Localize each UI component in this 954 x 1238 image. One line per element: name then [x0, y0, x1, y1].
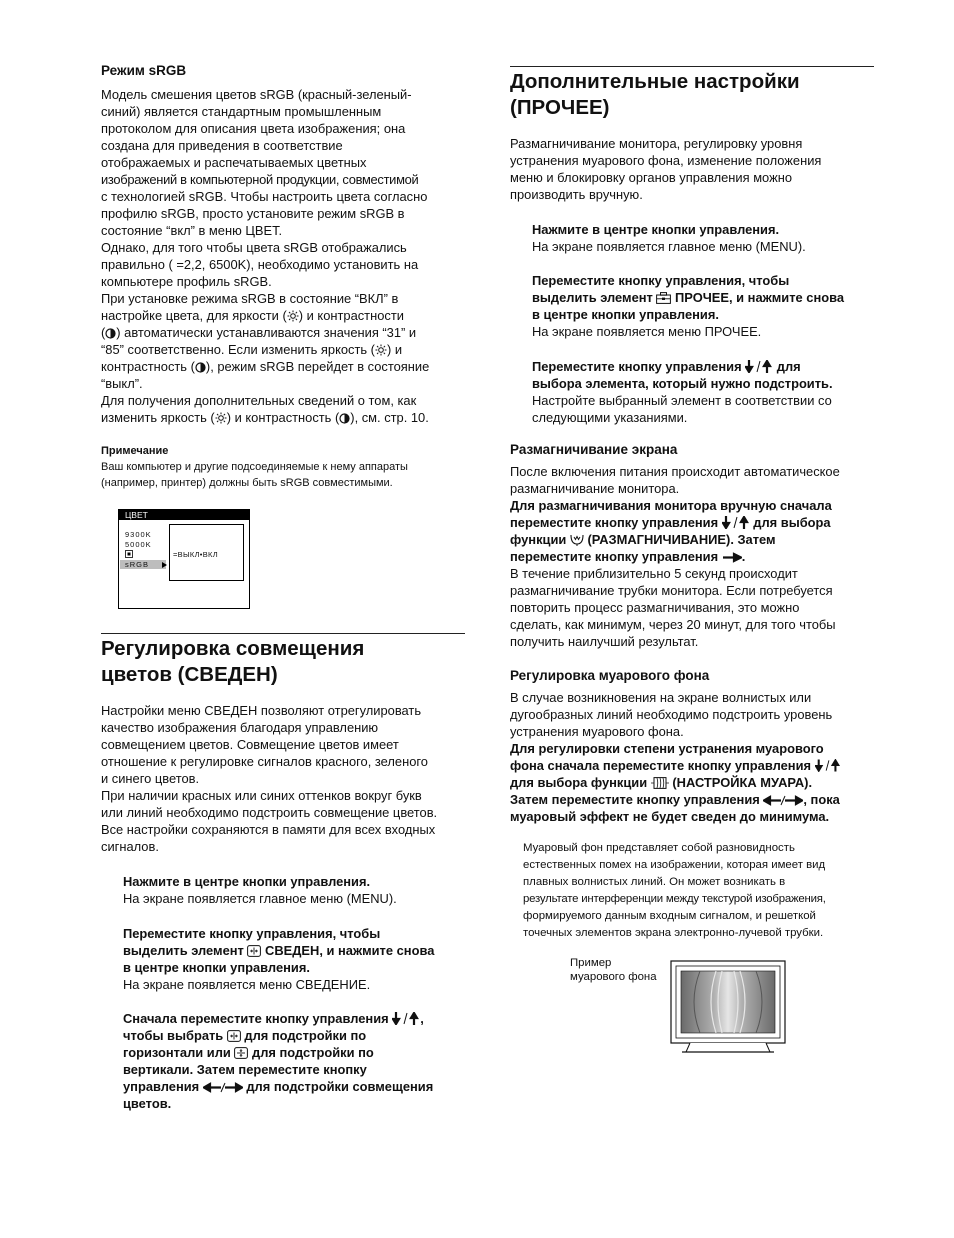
text-line: В случае возникновения на экране волнистых или [510, 690, 812, 705]
text-fragment: ), см. стр. 10. [350, 410, 429, 425]
step-instruction: Сначала переместите кнопку управления , [123, 1011, 424, 1026]
brightness-icon [215, 412, 227, 424]
text-line: устранения муарового фона. [510, 724, 684, 739]
step-instruction: Нажмите в центре кнопки управления. [532, 222, 780, 237]
text-fragment: настройке цвета, для яркости ( [101, 308, 287, 323]
arrow-left-right-icon [203, 1082, 243, 1093]
triangle-right-icon [162, 562, 167, 568]
contrast-icon [195, 362, 206, 373]
text-fragment: . [741, 549, 746, 564]
text-line [101, 341, 473, 358]
step-result: На экране появляется меню СВЕДЕНИЕ. [123, 977, 371, 992]
brightness-icon [375, 344, 387, 356]
text-line: с технологией sRGB. Чтобы настроить цвета согласно [101, 189, 428, 204]
moire-heading: Регулировка муарового фона [510, 668, 710, 683]
text-line: меню и блокировку органов управления можно [510, 170, 792, 185]
option-step-3 [510, 358, 878, 426]
text-line: При установке режима sRGB в состояние “ВКЛ” в [101, 291, 399, 306]
step-instruction [532, 289, 878, 306]
contrast-icon [339, 413, 350, 424]
menu-item-srgb: sRGB [125, 560, 150, 569]
text-line: изображений в компьютерной продукции, совместимой [101, 172, 419, 187]
text-line [510, 757, 878, 774]
text-line: формируемого данным входным сигналом, и решеткой [523, 910, 816, 922]
convergence-step-2 [101, 925, 475, 993]
text-fragment: Переместите кнопку управления [532, 359, 742, 374]
moire-icon [651, 777, 669, 789]
option-step-1 [510, 221, 878, 255]
srgb-body [101, 86, 473, 426]
text-fragment: управления [123, 1079, 200, 1094]
step-result: На экране появляется меню ПРОЧЕЕ. [532, 324, 762, 339]
monitor-icon [670, 960, 786, 1060]
moire-body [510, 689, 878, 825]
submenu-options: =ВЫКЛ•ВКЛ [173, 550, 218, 559]
color-menu-illustration [118, 509, 250, 609]
text-fragment: ), режим sRGB перейдет в состояние [205, 359, 430, 374]
text-fragment: переместите кнопку управления [510, 515, 719, 530]
text-line: состояние “вкл” в меню ЦВЕТ. [101, 223, 283, 238]
step-instruction [123, 942, 475, 959]
text-line: Ваш компьютер и другие подсоединяемые к нему аппараты [101, 461, 408, 473]
text-fragment: для подстройки совмещения [246, 1079, 434, 1094]
label-line: муарового фона [570, 971, 657, 983]
text-line: Модель смешения цветов sRGB (красный-зеленый- [101, 87, 412, 102]
srgb-heading: Режим sRGB [101, 63, 187, 78]
text-line: Размагничивание монитора, регулировку уровня [510, 136, 803, 151]
text-line: дугообразных линий необходимо подстроить уровень [510, 707, 833, 722]
text-line: устранения муарового фона, изменение положения [510, 153, 822, 168]
text-fragment: ПРОЧЕЕ, и нажмите снова [675, 290, 845, 305]
text-fragment: функции [510, 532, 567, 547]
text-fragment: фона сначала переместите кнопку управления [510, 758, 812, 773]
text-fragment: горизонтали или [123, 1045, 231, 1060]
text-line: плавных волнистых линий. Он может возникать в [523, 876, 786, 888]
text-line: компьютере профиль sRGB. [101, 274, 272, 289]
degauss-body [510, 463, 878, 650]
title-line: Дополнительные настройки [510, 70, 800, 93]
text-line: результате интерференции между текстурой изображения, [523, 893, 826, 905]
text-fragment: ( [101, 325, 106, 340]
text-fragment: выделить элемент [123, 943, 244, 958]
text-fragment: СВЕДЕН, и нажмите снова [265, 943, 435, 958]
step-result: На экране появляется главное меню (MENU). [532, 239, 806, 254]
text-fragment: переместите кнопку управления [510, 549, 719, 564]
text-line: повторить процесс размагничивания, это можно [510, 600, 800, 615]
arrow-down-up-icon [722, 516, 750, 529]
step-instruction: в центре кнопки управления. [532, 307, 719, 322]
menu-item-9300k: 9300K [125, 530, 152, 539]
text-fragment: ) и контрастности [298, 308, 404, 323]
text-line [510, 531, 878, 548]
menu-title-bar [119, 510, 249, 520]
step-result: Настройте выбранный элемент в соответствии со [532, 393, 832, 408]
text-line: и синего цветов. [101, 771, 200, 786]
text-line [510, 548, 878, 565]
text-line: или линий необходимо подстроить совмещение цветов. [101, 805, 438, 820]
custom-color-icon [125, 550, 133, 558]
note-body [101, 459, 473, 491]
step-result: следующими указаниями. [532, 410, 688, 425]
step-instruction [123, 1044, 475, 1061]
vertical-convergence-icon [234, 1047, 248, 1059]
text-line [101, 358, 473, 375]
convergence-step-1 [101, 873, 475, 907]
arrow-down-up-icon [815, 759, 841, 772]
text-line: точечных элементов экрана электронно-лучевой трубки. [523, 927, 824, 939]
text-line [510, 791, 878, 808]
title-line: Регулировка совмещения [101, 637, 365, 660]
text-fragment: изменить яркость ( [101, 410, 215, 425]
text-line: В течение приблизительно 5 секунд происходит [510, 566, 798, 581]
text-fragment: для выбора функции [510, 775, 648, 790]
step-result: На экране появляется главное меню (MENU). [123, 891, 397, 906]
text-line: Муаровый фон представляет собой разновидность [523, 842, 795, 854]
text-fragment: (РАЗМАГНИЧИВАНИЕ). Затем [587, 532, 776, 547]
moire-example-label [570, 956, 670, 984]
text-line: качество изображения благодаря управлению [101, 720, 379, 735]
text-fragment: для выбора [753, 515, 831, 530]
text-line: При наличии красных или синих оттенков вокруг букв [101, 788, 422, 803]
text-fragment: чтобы выбрать [123, 1028, 224, 1043]
text-line: Для регулировки степени устранения муарового [510, 741, 824, 756]
convergence-title [101, 636, 364, 688]
text-line: отображаемых и распечатываемых цветных [101, 155, 367, 170]
text-fragment: Сначала переместите кнопку управления [123, 1011, 389, 1026]
moire-note [523, 840, 885, 942]
text-line: Настройки меню СВЕДЕН позволяют отрегулировать [101, 703, 422, 718]
convergence-icon [247, 945, 261, 957]
option-toolbox-icon [656, 292, 671, 304]
step-instruction: в центре кнопки управления. [123, 960, 310, 975]
text-fragment: “85” соответственно. Если изменить яркость ( [101, 342, 375, 357]
text-fragment: для подстройки по [252, 1045, 374, 1060]
menu-title: ЦВЕТ [125, 510, 148, 520]
menu-item-custom [125, 550, 133, 560]
text-fragment: контрастность ( [101, 359, 195, 374]
text-line: Все настройки сохраняются в памяти для всех входных [101, 822, 436, 837]
title-line: цветов (СВЕДЕН) [101, 663, 278, 686]
text-fragment: (НАСТРОЙКА МУАРА). [672, 775, 813, 790]
text-line: совмещением цветов. Совмещение цветов имеет [101, 737, 399, 752]
convergence-body [101, 702, 473, 855]
title-line: (ПРОЧЕЕ) [510, 96, 610, 119]
text-line [101, 307, 473, 324]
text-line [101, 409, 473, 426]
text-line: размагничивание монитора. [510, 481, 680, 496]
step-instruction [123, 1027, 475, 1044]
text-line [510, 514, 878, 531]
text-line: отношение к регулировке сигналов красного, зеленого [101, 754, 428, 769]
step-instruction: выбора элемента, который нужно подстроить. [532, 376, 833, 391]
arrow-right-icon [722, 552, 742, 563]
text-line: размагничивание трубки монитора. Если потребуется [510, 583, 833, 598]
step-instruction: вертикали. Затем переместите кнопку [123, 1062, 367, 1077]
degauss-heading: Размагничивание экрана [510, 442, 678, 457]
text-line: естественных помех на изображении, которая имеет вид [523, 859, 826, 871]
text-line: После включения питания происходит автоматическое [510, 464, 840, 479]
step-instruction: Нажмите в центре кнопки управления. [123, 874, 371, 889]
step-instruction [532, 358, 878, 375]
text-fragment: выделить элемент [532, 290, 653, 305]
text-fragment: ) и [386, 342, 403, 357]
step-instruction [123, 1078, 475, 1095]
section-divider [101, 633, 465, 634]
monitor-moire-illustration [670, 960, 786, 1060]
srgb-submenu [169, 524, 244, 581]
menu-item-5000k: 5000K [125, 540, 152, 549]
text-fragment: для подстройки по [244, 1028, 367, 1043]
convergence-step-3 [101, 1010, 475, 1112]
text-line: получить наилучший результат. [510, 634, 699, 649]
text-line [510, 774, 878, 791]
text-line: Для размагничивания монитора вручную сначала [510, 498, 832, 513]
text-line: профилю sRGB, просто установите режим sRGB в [101, 206, 405, 221]
text-line: Однако, для того чтобы цвета sRGB отображались [101, 240, 407, 255]
text-fragment: для [776, 359, 801, 374]
text-line: муаровый эффект не будет сведен до минимума. [510, 809, 830, 824]
text-line: Для получения дополнительных сведений о том, как [101, 393, 417, 408]
text-line [101, 324, 473, 341]
text-fragment: , пока [803, 792, 840, 807]
text-line: правильно ( =2,2, 6500K), необходимо установить на [101, 257, 419, 272]
option-step-2 [510, 272, 878, 340]
note-heading: Примечание [101, 445, 169, 457]
text-fragment: ) и контрастность ( [226, 410, 340, 425]
text-line: (например, принтер) должны быть sRGB совместимыми. [101, 477, 393, 489]
step-instruction: Переместите кнопку управления, чтобы [123, 926, 381, 941]
brightness-icon [287, 310, 299, 322]
text-line: создана для приведения в соответствие [101, 138, 343, 153]
arrow-down-up-icon [745, 360, 773, 373]
text-line: сделать, как минимум, через 20 минут, для того чтобы [510, 617, 836, 632]
contrast-icon [105, 328, 116, 339]
text-line: сигналов. [101, 839, 159, 854]
arrow-down-up-icon [392, 1012, 420, 1025]
degauss-icon [570, 534, 584, 546]
text-fragment: Затем переместите кнопку управления [510, 792, 760, 807]
label-line: Пример [570, 957, 612, 969]
text-line: “выкл”. [101, 376, 143, 391]
text-line: синий) является стандартным промышленным [101, 104, 382, 119]
step-instruction: цветов. [123, 1096, 172, 1111]
text-line: протоколом для описания цвета изображения; она [101, 121, 406, 136]
horizontal-convergence-icon [227, 1030, 241, 1042]
text-fragment: ) автоматически устанавливаются значения “31” и [116, 325, 417, 340]
step-instruction: Переместите кнопку управления, чтобы [532, 273, 790, 288]
section-divider [510, 66, 874, 67]
option-body [510, 135, 878, 203]
arrow-left-right-icon [763, 795, 803, 806]
option-title [510, 69, 800, 121]
text-line: производить вручную. [510, 187, 643, 202]
